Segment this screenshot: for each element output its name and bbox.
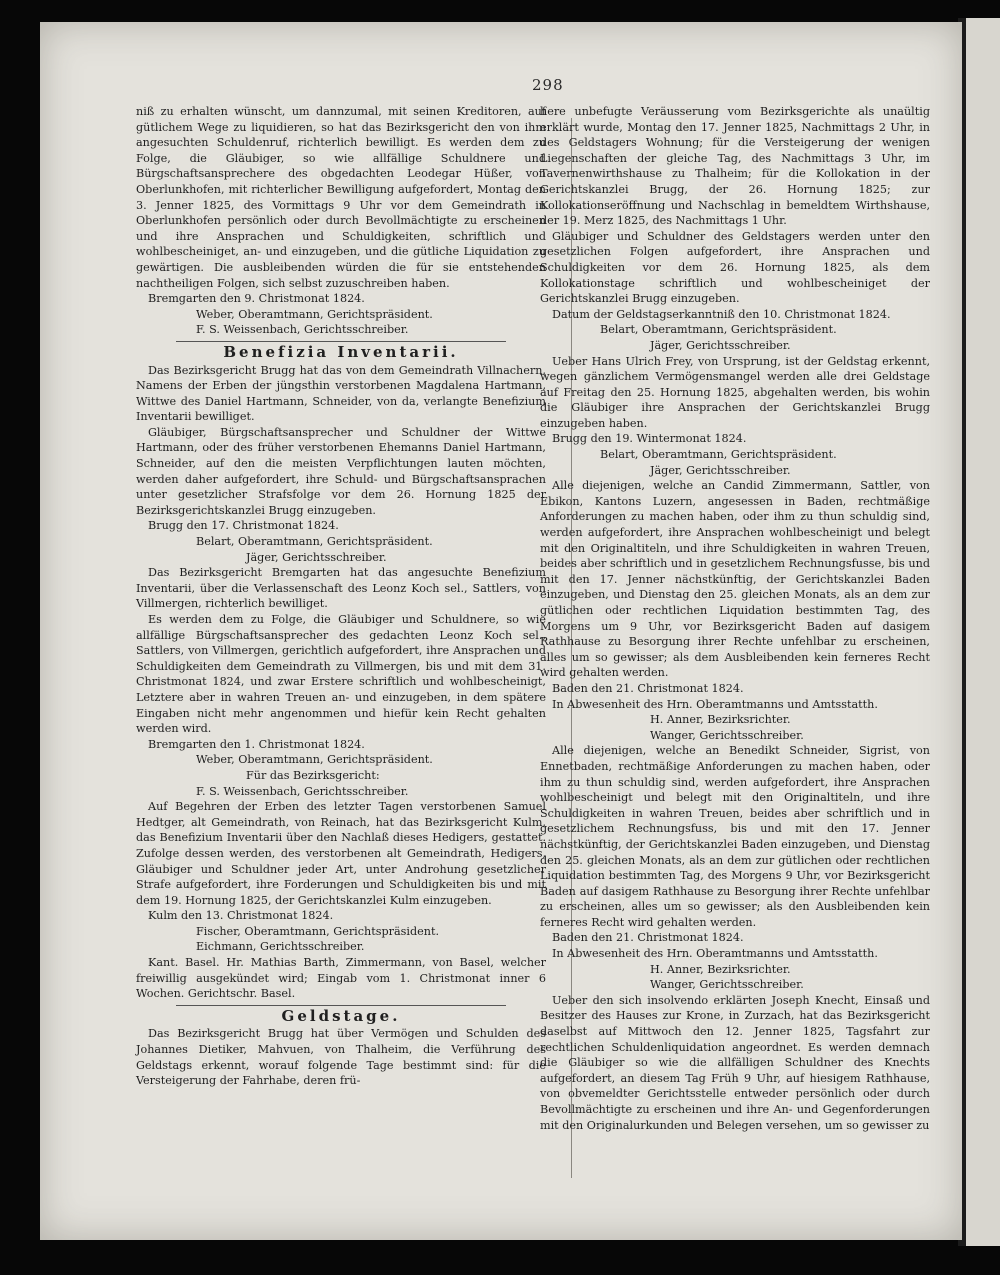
signature-line: Jäger, Gerichtsschreiber. <box>246 550 387 564</box>
heading-rule <box>176 1005 506 1006</box>
paragraph: Brugg den 19. Wintermonat 1824. <box>552 432 747 446</box>
section-heading: Geldstage. <box>281 1006 401 1025</box>
signature-line: Jäger, Gerichtsschreiber. <box>650 338 791 352</box>
next-page-edge <box>966 18 1000 1246</box>
paragraph: Kant. Basel. Hr. Mathias Barth, Zimmermann, von Basel, welcher freiwillig ausgekündet wird; Eingab vom 1. Christmonat inner 6 Wochen. Gerichtschr. Basel. <box>136 956 546 1001</box>
paragraph: Es werden dem zu Folge, die Gläubiger und Schuldnere, so wie allfällige Bürgschaftsansprecher des gedachten Leonz Koch sel., Sattlers, von Villmergen, gerichtlich aufgefordert, ihre Ansprachen und Schuldigkeiten dem Gemeindrath zu Villmergen, bis und mit dem 31. Christmonat 1824, und zwar Erstere schriftlich und wohlbescheinigt, Letztere aber in wahren Treuen an- und einzugeben, in dem spätere Eingaben nicht mehr angenommen und hiefür kein Recht gehalten werden wird. <box>136 613 546 736</box>
signature-line: Eichmann, Gerichtsschreiber. <box>196 940 365 954</box>
signature-line: F. S. Weissenbach, Gerichtsschreiber. <box>196 784 409 798</box>
paragraph: Bremgarten den 9. Christmonat 1824. <box>148 292 365 306</box>
signature-line: Belart, Oberamtmann, Gerichtspräsident. <box>600 323 837 337</box>
signature-line: Für das Bezirksgericht: <box>246 768 380 782</box>
paragraph: Bremgarten den 1. Christmonat 1824. <box>148 737 365 751</box>
paragraph: here unbefugte Veräusserung vom Bezirksgerichte als unaültig erklärt wurde, Montag den 17. Jenner 1825, Nachmittags 2 Uhr, in des Geldstagers Wohnung; für die Versteigerung der wenigen Liegenschaften der gleiche Tag, des Nachmittags 3 Uhr, im Tavernenwirthshause zu Thalheim; für die Kollokation in der Gerichtskanzlei Brugg, der 26. Hornung 1825; zur Kollokationseröffnung und Nachschlag in bemeldtem Wirthshause, der 19. Merz 1825, des Nachmittags 1 Uhr. <box>540 105 930 228</box>
signature-line: Belart, Oberamtmann, Gerichtspräsident. <box>196 535 433 549</box>
right-column <box>540 104 930 1133</box>
signature-line: Wanger, Gerichtsschreiber. <box>650 728 804 742</box>
signature-line: Fischer, Oberamtmann, Gerichtspräsident. <box>196 924 440 938</box>
heading-rule <box>176 341 506 342</box>
section-heading: Benefizia Inventarii. <box>223 342 459 361</box>
paragraph: Ueber Hans Ulrich Frey, von Ursprung, ist der Geldstag erkennt, wegen gänzlichem Vermögensmangel werden alle drei Geldstage auf Freitag den 25. Hornung 1825, abgehalten werden, bis wohin die Gläubiger ihre Ansprachen der Gerichtskanzlei Brugg einzugeben haben. <box>540 354 930 430</box>
paragraph: Baden den 21. Christmonat 1824. <box>552 931 744 945</box>
page-number: 298 <box>532 76 564 94</box>
signature-line: Belart, Oberamtmann, Gerichtspräsident. <box>600 448 837 462</box>
paragraph: Baden den 21. Christmonat 1824. <box>552 681 744 695</box>
paragraph: Auf Begehren der Erben des letzter Tagen verstorbenen Samuel Hedtger, alt Gemeindrath, von Reinach, hat das Bezirksgericht Kulm, das Benefizium Inventarii über den Nachlaß dieses Hedigers, gestattet. Zufolge dessen werden, des verstorbenen alt Gemeindrath, Hedigers, Gläubiger und Schuldner jeder Art, unter Androhung gesetzlicher Strafe aufgefordert, ihre Forderungen und Schuldigkeiten bis und mit dem 19. Hornung 1825, der Gerichtskanzlei Kulm einzugeben. <box>136 800 546 907</box>
signature-line: Jäger, Gerichtsschreiber. <box>650 463 791 477</box>
signature-line: F. S. Weissenbach, Gerichtsschreiber. <box>196 323 409 337</box>
paragraph: Brugg den 17. Christmonat 1824. <box>148 519 339 533</box>
signature-line: Wanger, Gerichtsschreiber. <box>650 978 804 992</box>
paragraph: Gläubiger und Schuldner des Geldstagers werden unter den gesetzlichen Folgen aufgefordert, ihre Ansprachen und Schuldigkeiten vor dem 26. Hornung 1825, als dem Kollokationstage schriftlich und wohlbescheiniget der Gerichtskanzlei Brugg einzugeben. <box>540 229 930 306</box>
signature-line: H. Anner, Bezirksrichter. <box>650 713 791 727</box>
paragraph: Gläubiger, Bürgschaftsansprecher und Schuldner der Wittwe Hartmann, oder des früher verstorbenen Ehemanns Daniel Hartmann, Schneider, auf den die meisten Verpflichtungen lauten möchten, werden daher aufgefordert, ihre Schuld- und Bürgschaftsansprachen unter gesetzlicher Strafsfolge vor dem 26. Hornung 1825 der Bezirksgerichtskanzlei Brugg einzugeben. <box>136 425 546 517</box>
signature-line: Weber, Oberamtmann, Gerichtspräsident. <box>196 307 433 321</box>
paragraph: In Abwesenheit des Hrn. Oberamtmanns und Amtsstatth. <box>552 947 878 961</box>
paragraph: In Abwesenheit des Hrn. Oberamtmanns und Amtsstatth. <box>552 697 878 711</box>
paragraph: Das Bezirksgericht Brugg hat das von dem Gemeindrath Villnachern, Namens der Erben der jüngsthin verstorbenen Magdalena Hartmann, Wittwe des Daniel Hartmann, Schneider, von da, verlangte Benefizium Inventarii bewilliget. <box>136 363 546 424</box>
left-column <box>136 104 546 1089</box>
paragraph: Kulm den 13. Christmonat 1824. <box>148 909 334 923</box>
paragraph: Ueber den sich insolvendo erklärten Joseph Knecht, Einsaß und Besitzer des Hauses zur Krone, in Zurzach, hat das Bezirksgericht daselbst auf Mittwoch den 12. Jenner 1825, Tagsfahrt zur rechtlichen Schuldenliquidation angeordnet. Es werden demnach die Gläubiger so wie die allfälligen Schuldner des Knechts aufgefordert, an diesem Tag Früh 9 Uhr, auf hiesigem Rathhause, von obvemeldter Gerichtsstelle entweder persönlich oder durch Bevollmächtigte zu erscheinen und ihre An- und Gegenforderungen mit den Originalurkunden und Belegen versehen, um so gewisser zu <box>540 993 930 1132</box>
paragraph: Alle diejenigen, welche an Candid Zimmermann, Sattler, von Ebikon, Kantons Luzern, angesessen in Baden, rechtmäßige Anforderungen zu machen haben, oder ihm zu thun schuldig sind, werden aufgefordert, ihre Ansprachen wohlbescheinigt und belegt mit den Originaltiteln, und ihre Schuldigkeiten in wahren Treuen, beides aber schriftlich und in gesetzlichem Rechnungsfusse, bis und mit den 17. Jenner nächstkünftig, der Gerichtskanzlei Baden einzugeben, und Dienstag den 25. gleichen Monats, als an dem zur gütlichen oder rechtlichen Liquidation bestimmten Tag, des Morgens um 9 Uhr, vor Bezirksgericht Baden auf dasigem Rathhause zu Besorgung ihrer Rechte unfehlbar zu erscheinen, alles um so gewisser; als dem Ausbleibenden kein ferneres Recht wird gehalten werden. <box>540 479 930 680</box>
paragraph: niß zu erhalten wünscht, um dannzumal, mit seinen Kreditoren, auf gütlichem Wege zu liquidieren, so hat das Bezirksgericht den von ihm angesuchten Schuldenruf, richterlich bewilligt. Es werden dem zu Folge, die Gläubiger, so wie allfällige Schuldnere und Bürgschaftsansprechere des obgedachten Leodegar Hüßer, von Oberlunkhofen, mit richterlicher Bewilligung aufgefordert, Montag den 3. Jenner 1825, des Vormittags 9 Uhr vor dem Gemeindrath in Oberlunkhofen persönlich oder durch Bevollmächtigte zu erscheinen und ihre Ansprachen und Schuldigkeiten, schriftlich und wohlbescheiniget, an- und einzugeben, und die gütliche Liquidation zu gewärtigen. Die ausbleibenden würden die für sie entstehenden nachtheiligen Folgen, sich selbst zuzuschreiben haben. <box>136 105 546 290</box>
signature-line: Weber, Oberamtmann, Gerichtspräsident. <box>196 753 433 767</box>
paragraph: Alle diejenigen, welche an Benedikt Schneider, Sigrist, von Ennetbaden, rechtmäßige Anforderungen zu machen haben, oder ihm zu thun schuldig sind, werden aufgefordert, ihre Ansprachen wohlbescheinigt und belegt mit den Originaltiteln, und ihre Schuldigkeiten in wahren Treuen, beides aber schriftlich und in gesetzlichem Rechnungsfuss, bis und mit den 17. Jenner nächstkünftig, der Gerichtskanzlei Baden einzugeben, und Dienstag den 25. gleichen Monats, als an dem zur gütlichen oder rechtlichen Liquidation bestimmten Tag, des Morgens 9 Uhr, vor Bezirksgericht Baden auf dasigem Rathhause zu Besorgung ihrer Rechte unfehlbar zu erscheinen, alles um so gewisser; als den Ausbleibenden kein ferneres Recht wird gehalten werden. <box>540 744 930 929</box>
document-page <box>40 22 962 1240</box>
paragraph: Das Bezirksgericht Brugg hat über Vermögen und Schulden des Johannes Dietiker, Mahvuen, von Thalheim, die Verführung des Geldstags erkennt, worauf folgende Tage bestimmt sind: für die Versteigerung der Fahrhabe, deren frü- <box>136 1027 546 1088</box>
signature-line: H. Anner, Bezirksrichter. <box>650 962 791 976</box>
paragraph: Datum der Geldstagserkanntniß den 10. Christmonat 1824. <box>552 307 891 321</box>
paragraph: Das Bezirksgericht Bremgarten hat das angesuchte Benefizium Inventarii, über die Verlassenschaft des Leonz Koch sel., Sattlers, von Villmergen, richterlich bewilliget. <box>136 566 546 611</box>
